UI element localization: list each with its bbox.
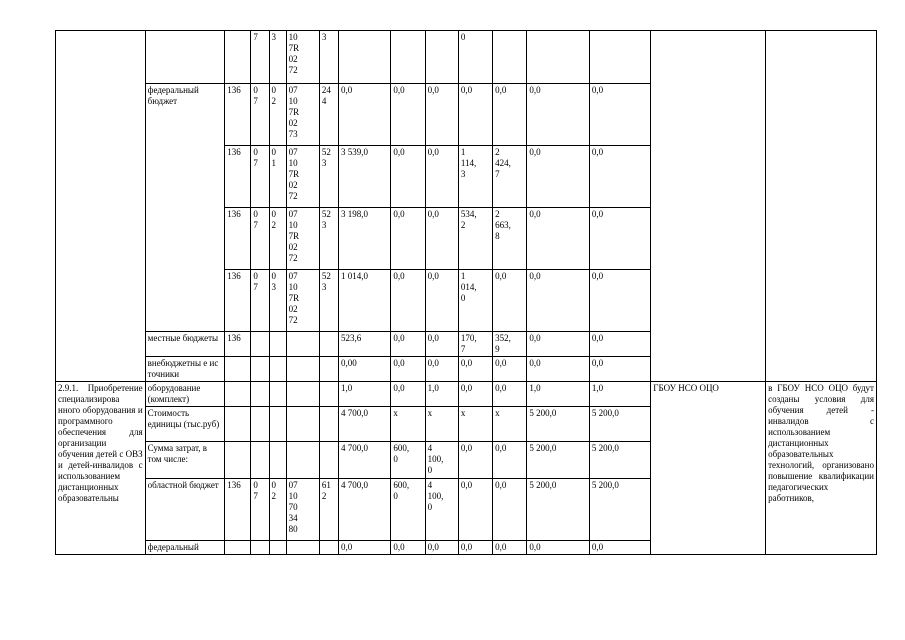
table-cell bbox=[286, 442, 319, 479]
table-cell: 0,0 bbox=[391, 208, 425, 270]
table-cell: 3 198,0 bbox=[339, 208, 391, 270]
table-cell bbox=[493, 31, 527, 84]
table-cell: 0,0 bbox=[589, 208, 650, 270]
table-cell: 1 014,0 bbox=[339, 270, 391, 332]
table-cell: Сумма затрат, в том числе: bbox=[145, 442, 225, 479]
table-cell: 0,0 bbox=[458, 541, 492, 555]
table-cell: 136 bbox=[225, 208, 251, 270]
table-cell: ГБОУ НСО ОЦО bbox=[651, 382, 766, 555]
table-cell: 0 1 bbox=[269, 146, 286, 208]
table-cell: 600, 0 bbox=[391, 479, 425, 541]
table-cell: 1,0 bbox=[589, 382, 650, 407]
table-cell: местные бюджеты bbox=[145, 332, 225, 357]
table-cell bbox=[319, 332, 338, 357]
table-cell: 5 200,0 bbox=[589, 407, 650, 442]
table-cell: 0,0 bbox=[425, 541, 458, 555]
table-cell bbox=[269, 357, 286, 382]
table-cell bbox=[225, 442, 251, 479]
table-cell: 136 bbox=[225, 146, 251, 208]
table-cell bbox=[319, 357, 338, 382]
table-cell: 5 200,0 bbox=[527, 407, 589, 442]
table-cell: 0,0 bbox=[493, 541, 527, 555]
table-cell bbox=[651, 31, 766, 382]
table-cell: 0,0 bbox=[391, 84, 425, 146]
table-cell: 07 10 7R 02 73 bbox=[286, 84, 319, 146]
table-cell bbox=[251, 357, 269, 382]
table-cell: 0 7 bbox=[251, 208, 269, 270]
table-cell: 136 bbox=[225, 332, 251, 357]
table-cell bbox=[319, 541, 338, 555]
table-cell: 0,0 bbox=[391, 541, 425, 555]
table-cell: 136 bbox=[225, 479, 251, 541]
table-cell: 1,0 bbox=[339, 382, 391, 407]
table-cell: 0,0 bbox=[493, 382, 527, 407]
table-cell: 52 3 bbox=[319, 208, 338, 270]
table-cell: 4 700,0 bbox=[339, 442, 391, 479]
table-cell: 0,0 bbox=[493, 270, 527, 332]
table-row bbox=[56, 382, 877, 407]
table-cell: областной бюджет bbox=[145, 479, 225, 541]
table-cell bbox=[391, 31, 425, 84]
table-cell: 0,0 bbox=[425, 84, 458, 146]
table-cell: 07 10 7R 02 72 bbox=[286, 270, 319, 332]
table-cell bbox=[286, 541, 319, 555]
table-cell bbox=[589, 31, 650, 84]
table-cell bbox=[269, 407, 286, 442]
table-cell: 0,0 bbox=[527, 208, 589, 270]
table-cell: 170, 7 bbox=[458, 332, 492, 357]
table-cell: 0,0 bbox=[391, 270, 425, 332]
table-cell: 136 bbox=[225, 270, 251, 332]
table-cell bbox=[286, 332, 319, 357]
table-cell bbox=[286, 382, 319, 407]
table-cell: 0,0 bbox=[493, 84, 527, 146]
table-cell: 0,00 bbox=[339, 357, 391, 382]
table-cell: 0 2 bbox=[269, 479, 286, 541]
table-cell: 0,0 bbox=[425, 146, 458, 208]
table-cell bbox=[527, 31, 589, 84]
table-cell: 0,0 bbox=[339, 541, 391, 555]
table-cell: 5 200,0 bbox=[589, 442, 650, 479]
table-cell: 0 2 bbox=[269, 84, 286, 146]
table-cell: 0,0 bbox=[458, 357, 492, 382]
table-cell bbox=[251, 541, 269, 555]
table-cell: 600, 0 bbox=[391, 442, 425, 479]
table-cell bbox=[425, 31, 458, 84]
table-cell: 0,0 bbox=[493, 479, 527, 541]
table-cell: федеральный бюджет bbox=[145, 84, 225, 332]
table-cell: 1 014, 0 bbox=[458, 270, 492, 332]
table-cell: x bbox=[425, 407, 458, 442]
table-cell: 0,0 bbox=[527, 541, 589, 555]
table-cell: 0,0 bbox=[527, 332, 589, 357]
table-cell: 0,0 bbox=[589, 357, 650, 382]
table-cell: 0,0 bbox=[527, 146, 589, 208]
table-cell: 0,0 bbox=[425, 357, 458, 382]
table-cell bbox=[286, 357, 319, 382]
table-cell bbox=[319, 407, 338, 442]
table-cell: 0 7 bbox=[251, 84, 269, 146]
table-cell: 0,0 bbox=[589, 146, 650, 208]
table-cell: 352, 9 bbox=[493, 332, 527, 357]
table-cell: 0,0 bbox=[589, 541, 650, 555]
table-cell: 5 200,0 bbox=[527, 479, 589, 541]
table-cell: x bbox=[458, 407, 492, 442]
table-cell: 2.9.1. Приобретение специализирова нного оборудования и программного обеспечения для организации обучения детей с ОВЗ и детей-инвалидов с использованием дистанционных образовательны bbox=[56, 382, 146, 555]
table-cell: 136 bbox=[225, 84, 251, 146]
table-cell: 0,0 bbox=[458, 479, 492, 541]
table-cell: 0 3 bbox=[269, 270, 286, 332]
table-cell bbox=[269, 541, 286, 555]
table-cell: 2 424, 7 bbox=[493, 146, 527, 208]
table-cell bbox=[251, 382, 269, 407]
table-cell: 0,0 bbox=[493, 442, 527, 479]
table-cell: 0,0 bbox=[391, 332, 425, 357]
table-cell: 1 114, 3 bbox=[458, 146, 492, 208]
table-cell: 52 3 bbox=[319, 146, 338, 208]
table-cell: 24 4 bbox=[319, 84, 338, 146]
table-cell bbox=[145, 31, 225, 84]
table-cell bbox=[225, 541, 251, 555]
table-cell: 534, 2 bbox=[458, 208, 492, 270]
table-cell: 0,0 bbox=[391, 146, 425, 208]
table-cell: 0,0 bbox=[339, 84, 391, 146]
table-cell bbox=[766, 31, 877, 382]
table-cell: 0,0 bbox=[527, 357, 589, 382]
table-cell: 1,0 bbox=[527, 382, 589, 407]
table-cell: 0,0 bbox=[527, 270, 589, 332]
table-cell: 3 bbox=[269, 31, 286, 84]
table-cell: 0,0 bbox=[391, 357, 425, 382]
table-cell: 2 663, 8 bbox=[493, 208, 527, 270]
table-cell: x bbox=[391, 407, 425, 442]
table-cell: 07 10 70 34 80 bbox=[286, 479, 319, 541]
table-cell: 0 7 bbox=[251, 270, 269, 332]
table-cell bbox=[269, 382, 286, 407]
table-cell bbox=[286, 407, 319, 442]
table-cell: 0,0 bbox=[458, 382, 492, 407]
table-cell: 0,0 bbox=[425, 332, 458, 357]
budget-table bbox=[55, 30, 877, 555]
table-cell: 0,0 bbox=[425, 208, 458, 270]
table-cell bbox=[225, 31, 251, 84]
table-cell bbox=[339, 31, 391, 84]
table-cell: Стоимость единицы (тыс.руб) bbox=[145, 407, 225, 442]
table-cell: 4 100, 0 bbox=[425, 479, 458, 541]
table-cell: в ГБОУ НСО ОЦО будут созданы условия для обучения детей - инвалидов с использованием дистанционных образовательных технологий, организовано повышение квалификации педагогических работников, bbox=[766, 382, 877, 555]
table-cell: 0 7 bbox=[251, 146, 269, 208]
table-cell: 61 2 bbox=[319, 479, 338, 541]
table-cell: 5 200,0 bbox=[589, 479, 650, 541]
table-cell: 0,0 bbox=[527, 84, 589, 146]
table-cell bbox=[225, 407, 251, 442]
table-cell: 0,0 bbox=[589, 270, 650, 332]
table-cell: 0,0 bbox=[589, 84, 650, 146]
table-cell: оборудование (комплект) bbox=[145, 382, 225, 407]
table-cell: 5 200,0 bbox=[527, 442, 589, 479]
table-cell: 3 539,0 bbox=[339, 146, 391, 208]
table-row bbox=[56, 31, 877, 84]
table-cell: 07 10 7R 02 72 bbox=[286, 146, 319, 208]
table-cell: 523,6 bbox=[339, 332, 391, 357]
table-cell: x bbox=[493, 407, 527, 442]
table-cell: 1,0 bbox=[425, 382, 458, 407]
table-cell bbox=[251, 332, 269, 357]
table-cell bbox=[269, 442, 286, 479]
table-cell: 3 bbox=[319, 31, 338, 84]
table-cell: 7 bbox=[251, 31, 269, 84]
table-cell: 0,0 bbox=[425, 270, 458, 332]
table-cell bbox=[269, 332, 286, 357]
table-cell: 52 3 bbox=[319, 270, 338, 332]
table-cell: 0,0 bbox=[493, 357, 527, 382]
table-cell bbox=[251, 407, 269, 442]
table-cell: федеральный bbox=[145, 541, 225, 555]
table-cell: 0 bbox=[458, 31, 492, 84]
table-cell bbox=[319, 442, 338, 479]
table-cell: внебюджетны е источники bbox=[145, 357, 225, 382]
table-cell bbox=[56, 31, 146, 382]
table-cell bbox=[225, 357, 251, 382]
table-cell: 0,0 bbox=[458, 84, 492, 146]
table-cell bbox=[251, 442, 269, 479]
table-cell: 10 7R 02 72 bbox=[286, 31, 319, 84]
table-cell: 0,0 bbox=[589, 332, 650, 357]
table-cell: 07 10 7R 02 72 bbox=[286, 208, 319, 270]
table-cell: 4 700,0 bbox=[339, 479, 391, 541]
table-cell: 0 7 bbox=[251, 479, 269, 541]
table-cell bbox=[225, 382, 251, 407]
table-cell: 4 700,0 bbox=[339, 407, 391, 442]
table-cell: 0,0 bbox=[458, 442, 492, 479]
table-cell: 0 2 bbox=[269, 208, 286, 270]
table-cell bbox=[319, 382, 338, 407]
table-cell: 4 100, 0 bbox=[425, 442, 458, 479]
table-cell: 0,0 bbox=[391, 382, 425, 407]
